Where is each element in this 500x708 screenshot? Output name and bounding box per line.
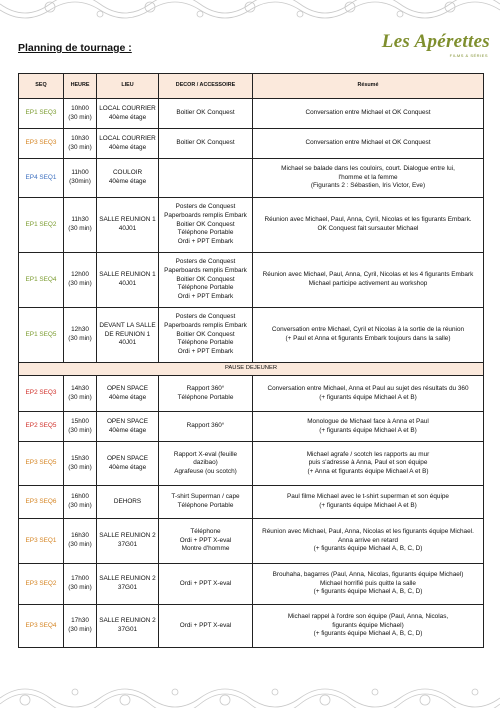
lieu-line: DEHORS [113, 497, 142, 505]
resume-line: OK Conquest fait sursauter Michael [317, 225, 419, 232]
decor-cell [159, 442, 253, 486]
heure-line: (30 min) [68, 335, 92, 342]
seq-cell: EP3 SEQ6 [19, 486, 64, 519]
lieu-line: 37G01 [117, 584, 138, 591]
decor-cell [159, 198, 253, 253]
header-seq: SEQ [19, 74, 64, 99]
resume-line: Monologue de Michael face à Anna et Paul [307, 417, 429, 425]
decor-cell [159, 486, 253, 519]
heure-line: (30 min) [68, 393, 92, 401]
header-heure: HEURE [64, 74, 97, 99]
heure-line: 15h00 [71, 417, 89, 425]
lieu-cell [97, 129, 159, 159]
lieu-line: DE REUNION 1 [104, 330, 151, 338]
decor-line: Ordi + PPT Embark [177, 237, 234, 245]
table-row [19, 519, 484, 564]
heure-line: (30 min) [68, 626, 92, 633]
heure-line: 15h30 [71, 454, 89, 462]
heure-cell [64, 129, 97, 159]
resume-line: Anna arrive en retard [337, 536, 399, 544]
lieu-line: 37G01 [117, 626, 138, 633]
lieu-cell [97, 99, 159, 129]
resume-line: (+ figurants équipe Michael A et B) [319, 393, 417, 401]
resume-line: (+ figurants équipe Michael A et B) [319, 426, 417, 434]
decor-line: Paperboards remplis Embark [164, 212, 247, 220]
lieu-cell [97, 253, 159, 308]
top-lace-decoration [0, 0, 500, 26]
resume-line: puis s'adresse à Anna, Paul et son équipe [308, 459, 428, 467]
resume-line: Conversation entre Michael et OK Conquest [305, 139, 431, 147]
decor-line: T-shirt Superman / cape [171, 493, 240, 501]
resume-line: Réunion avec Michael, Paul, Anna, Cyril, Nicolas et les figurants Embark. [264, 216, 472, 224]
lieu-line: 40J01 [118, 280, 137, 287]
resume-cell [253, 253, 484, 308]
decor-line: Paperboards remplis Embark [164, 267, 247, 275]
lieu-cell [97, 442, 159, 486]
lieu-line: 40ème étage [108, 178, 147, 185]
lieu-cell [97, 412, 159, 442]
table-row [19, 99, 484, 129]
decor-line: Téléphone [190, 528, 221, 536]
heure-line: 11h00 [71, 169, 89, 177]
heure-cell [64, 376, 97, 412]
heure-line: (30 min) [68, 143, 92, 151]
seq-cell: EP3 SEQ4 [19, 605, 64, 648]
heure-line: 10h00 [71, 104, 89, 112]
shooting-schedule-table [18, 73, 484, 648]
bottom-lace-decoration [0, 680, 500, 708]
decor-cell [159, 564, 253, 605]
resume-line: (+ Anna et figurants équipe Michael A et B) [307, 467, 429, 475]
brand-tagline: FILMS & SÉRIES [449, 53, 488, 58]
resume-line: Réunion avec Michael, Paul, Anna, Nicolas et les figurants équipe Michael. [262, 528, 474, 536]
lieu-line: 40J01 [118, 339, 137, 347]
heure-line: (30 min) [68, 113, 92, 121]
resume-line: (+ figurants équipe Michael A et B) [319, 502, 417, 509]
schedule-afternoon [19, 376, 484, 648]
heure-cell [64, 253, 97, 308]
lieu-line: SALLE REUNION 1 [99, 271, 156, 279]
heure-cell [64, 99, 97, 129]
lieu-line: LOCAL COURRIER [99, 134, 156, 142]
decor-line: Posters de Conquest [175, 203, 236, 211]
page-title: Planning de tournage : [18, 42, 132, 54]
decor-line: Rapport 360° [186, 422, 225, 430]
resume-line: l'homme et la femme [338, 173, 398, 181]
heure-line: 14h30 [71, 384, 89, 392]
decor-line: Paperboards remplis Embark [164, 322, 247, 330]
table-row [19, 564, 484, 605]
resume-cell [253, 605, 484, 648]
heure-line: 12h00 [71, 271, 89, 279]
resume-line: Conversation entre Michael, Cyril et Nicolas à la sortie de la réunion [271, 326, 465, 334]
heure-line: 10h30 [71, 134, 89, 142]
decor-line: Rapport 360° [186, 384, 225, 392]
decor-line: Ordi + PPT X-eval [179, 621, 232, 629]
lieu-line: 40ème étage [108, 393, 147, 401]
seq-cell: EP3 SEQ2 [19, 564, 64, 605]
resume-line: (Figurants 2 : Sébastien, Iris Victor, Eve) [310, 182, 426, 190]
table-row [19, 486, 484, 519]
decor-cell [159, 412, 253, 442]
heure-cell [64, 198, 97, 253]
resume-cell [253, 129, 484, 159]
heure-cell [64, 564, 97, 605]
decor-cell [159, 253, 253, 308]
decor-line: Boitier OK Conquest [176, 330, 235, 338]
resume-line: (+ figurants équipe Michael A, B, C, D) [313, 588, 423, 596]
seq-cell: EP1 SEQ3 [19, 99, 64, 129]
lieu-cell [97, 308, 159, 363]
heure-line: 11h30 [71, 216, 89, 224]
heure-line: 12h30 [71, 326, 89, 334]
resume-line: Conversation entre Michael, Anna et Paul au sujet des résultats du 360 [267, 384, 469, 392]
seq-cell: EP3 SEQ5 [19, 442, 64, 486]
decor-line: Ordi + PPT Embark [177, 292, 234, 300]
lieu-line: 40ème étage [108, 426, 147, 434]
lieu-cell [97, 605, 159, 648]
heure-cell [64, 519, 97, 564]
lieu-line: OPEN SPACE [106, 454, 149, 462]
heure-line: (30 min) [68, 541, 92, 548]
heure-line: 16h00 [71, 493, 89, 501]
heure-line: (30 min) [68, 502, 92, 509]
resume-cell [253, 376, 484, 412]
decor-line: Ordi + PPT X-eval [179, 536, 232, 544]
lieu-cell [97, 159, 159, 198]
resume-line: Michael agrafe / scotch les rapports au mur [306, 450, 430, 458]
resume-line: (+ figurants équipe Michael A, B, C, D) [313, 630, 423, 638]
table-row [19, 605, 484, 648]
seq-cell: EP1 SEQ2 [19, 198, 64, 253]
pause-label: PAUSE DEJEUNER [19, 363, 484, 376]
lieu-line: 40ème étage [108, 113, 147, 121]
resume-line: Conversation entre Michael et OK Conquest [305, 109, 431, 117]
lieu-line: SALLE REUNION 2 [99, 617, 156, 625]
lieu-line: OPEN SPACE [106, 417, 149, 425]
decor-line: Posters de Conquest [175, 258, 236, 266]
heure-line: (30 min) [68, 463, 92, 471]
decor-cell [159, 129, 253, 159]
seq-cell: EP2 SEQ5 [19, 412, 64, 442]
heure-cell [64, 605, 97, 648]
heure-line: 16h30 [71, 532, 89, 540]
decor-line: Téléphone Portable [177, 229, 234, 237]
heure-line: (30 min) [68, 426, 92, 434]
table-row [19, 159, 484, 198]
resume-line: figurants équipe Michael) [332, 621, 404, 629]
seq-cell: EP1 SEQ4 [19, 253, 64, 308]
table-row [19, 442, 484, 486]
resume-cell [253, 519, 484, 564]
lieu-line: OPEN SPACE [106, 384, 149, 392]
heure-line: (30 min) [68, 584, 92, 591]
seq-cell: EP1 SEQ5 [19, 308, 64, 363]
resume-cell [253, 308, 484, 363]
seq-cell: EP4 SEQ1 [19, 159, 64, 198]
seq-cell: EP3 SEQ1 [19, 519, 64, 564]
heure-cell [64, 486, 97, 519]
decor-cell [159, 519, 253, 564]
resume-cell [253, 198, 484, 253]
resume-cell [253, 412, 484, 442]
heure-cell [64, 159, 97, 198]
decor-cell [159, 159, 253, 198]
lieu-line: 40ème étage [108, 143, 147, 151]
table-row [19, 129, 484, 159]
resume-line: (+ Paul et Anna et figurants Embark toujours dans la salle) [285, 335, 451, 342]
resume-cell [253, 99, 484, 129]
table-row [19, 376, 484, 412]
schedule-pause [19, 363, 484, 376]
lieu-cell [97, 486, 159, 519]
lieu-line: SALLE REUNION 1 [99, 216, 156, 224]
resume-cell [253, 564, 484, 605]
decor-line: Ordi + PPT X-eval [179, 579, 232, 587]
decor-cell [159, 308, 253, 363]
seq-cell: EP3 SEQ3 [19, 129, 64, 159]
lieu-cell [97, 519, 159, 564]
lieu-cell [97, 564, 159, 605]
decor-line: Téléphone Portable [177, 284, 234, 292]
lieu-line: COULOIR [112, 169, 143, 177]
decor-line: dazibao) [193, 459, 218, 467]
heure-line: (30 min) [68, 280, 92, 287]
heure-line: 17h30 [71, 617, 89, 625]
table-row [19, 412, 484, 442]
header-lieu: LIEU [97, 74, 159, 99]
lieu-cell [97, 376, 159, 412]
table-header-row [19, 74, 484, 99]
table-row [19, 308, 484, 363]
header-resume: Résumé [253, 74, 484, 99]
pause-row [19, 363, 484, 376]
heure-cell [64, 308, 97, 363]
heure-line: 17h00 [71, 575, 89, 583]
lieu-line: SALLE REUNION 2 [99, 532, 156, 540]
resume-line: (+ figurants équipe Michael A, B, C, D) [313, 545, 423, 553]
resume-line: Michael horrifié puis quitte la salle [320, 579, 416, 587]
decor-line: Téléphone Portable [177, 393, 234, 401]
resume-line: Brouhaha, bagarres (Paul, Anna, Nicolas, figurants équipe Michael) [272, 571, 464, 579]
decor-line: Montre d'homme [181, 545, 230, 553]
lieu-line: 37G01 [117, 541, 138, 548]
decor-line: Ordi + PPT Embark [177, 347, 234, 355]
decor-line: Boitier OK Conquest [176, 109, 235, 117]
lieu-line: SALLE REUNION 2 [99, 575, 156, 583]
lieu-line: 40J01 [118, 225, 137, 232]
heure-cell [64, 442, 97, 486]
seq-cell: EP2 SEQ3 [19, 376, 64, 412]
lieu-line: LOCAL COURRIER [99, 104, 156, 112]
decor-cell [159, 605, 253, 648]
decor-line: Rapport X-eval (feuille [173, 450, 238, 458]
decor-line: Agrafeuse (ou scotch) [174, 467, 237, 475]
resume-line: Paul filme Michael avec le t-shirt superman et son équipe [287, 493, 449, 501]
lieu-line: DEVANT LA SALLE [99, 322, 156, 330]
heure-line: (30min) [69, 178, 91, 185]
header-decor: DECOR / ACCESSOIRE [159, 74, 253, 99]
resume-line: Michael se balade dans les couloirs, court. Dialogue entre lui, [281, 165, 455, 173]
lieu-cell [97, 198, 159, 253]
decor-line: Boitier OK Conquest [176, 220, 235, 228]
resume-cell [253, 486, 484, 519]
table-row [19, 198, 484, 253]
resume-line: Michael participe activement au workshop [308, 280, 428, 287]
decor-line: Posters de Conquest [175, 313, 236, 321]
decor-cell [159, 376, 253, 412]
decor-line: Boitier OK Conquest [176, 275, 235, 283]
resume-cell [253, 442, 484, 486]
schedule-morning [19, 99, 484, 363]
heure-line: (30 min) [68, 225, 92, 232]
resume-line: Réunion avec Michael, Paul, Anna, Cyril, Nicolas et les 4 figurants Embark [262, 271, 474, 279]
decor-line: Téléphone Portable [177, 339, 234, 347]
heure-cell [64, 412, 97, 442]
decor-cell [159, 99, 253, 129]
table-row [19, 253, 484, 308]
resume-cell [253, 159, 484, 198]
lieu-line: 40ème étage [108, 463, 147, 471]
decor-line: Téléphone Portable [177, 502, 234, 509]
decor-line: Boitier OK Conquest [176, 139, 235, 147]
brand-logo: Les Apérettes [381, 31, 490, 52]
resume-line: Michael rappel à l'ordre son équipe (Paul, Anna, Nicolas, [287, 613, 449, 621]
